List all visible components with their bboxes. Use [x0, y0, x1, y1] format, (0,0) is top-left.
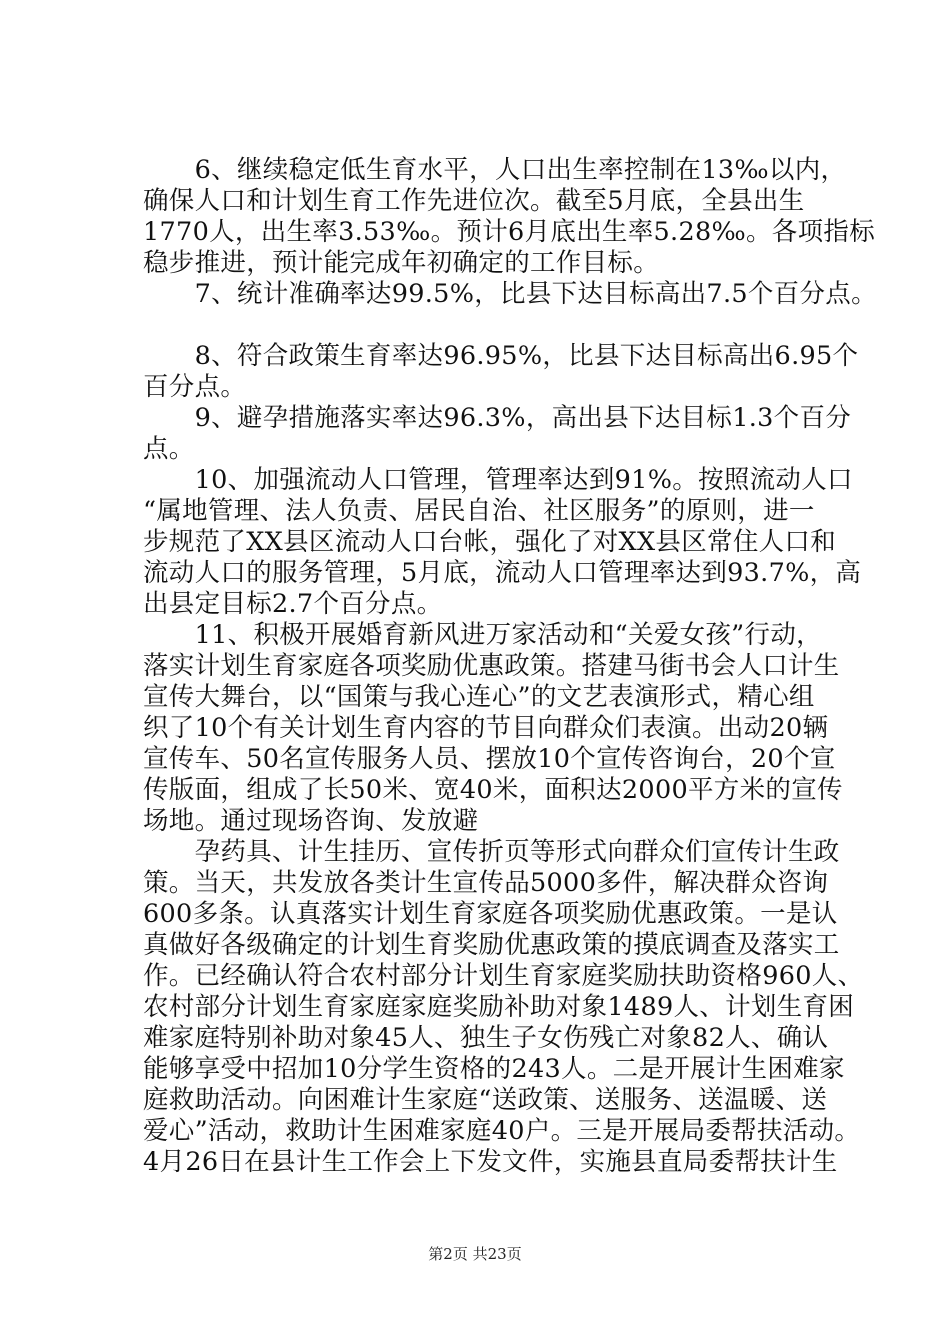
text-line: 步规范了XX县区流动人口台帐，强化了对XX县区常住人口和 — [143, 527, 837, 557]
text-line: 9、避孕措施落实率达96.3%，高出县下达目标1.3个百分 — [143, 403, 852, 433]
blank-line — [143, 310, 843, 341]
text-line: 8、符合政策生育率达96.95%，比县下达目标高出6.95个 — [143, 341, 859, 371]
text-line: 11、积极开展婚育新风进万家活动和“关爱女孩”行动， — [143, 620, 822, 650]
text-line: 确保人口和计划生育工作先进位次。截至5月底，全县出生 — [143, 186, 805, 216]
text-line: 点。 — [143, 434, 195, 464]
text-line: 落实计划生育家庭各项奖励优惠政策。搭建马街书会人口计生 — [143, 651, 840, 681]
text-line: 策。当天，共发放各类计生宣传品5000多件，解决群众咨询 — [143, 868, 829, 898]
text-line: 10、加强流动人口管理，管理率达到91%。按照流动人口 — [143, 465, 853, 495]
text-line: 爱心”活动，救助计生困难家庭40户。三是开展局委帮扶活动。 — [143, 1116, 861, 1146]
text-line: 传版面，组成了长50米、宽40米，面积达2000平方米的宣传 — [143, 775, 843, 805]
text-line: 庭救助活动。向困难计生家庭“送政策、送服务、送温暖、送 — [143, 1085, 828, 1115]
text-line: 农村部分计划生育家庭家庭奖励补助对象1489人、计划生育困 — [143, 992, 855, 1022]
text-line: 出县定目标2.7个百分点。 — [143, 589, 443, 619]
body-text — [143, 155, 877, 1178]
page-number-footer: 第2页 共23页 — [428, 1245, 522, 1263]
text-line: 宣传车、50名宣传服务人员、摆放10个宣传咨询台，20个宣 — [143, 744, 836, 774]
text-line: 600多条。认真落实计划生育家庭各项奖励优惠政策。一是认 — [143, 899, 838, 929]
text-line: 稳步推进，预计能完成年初确定的工作目标。 — [143, 248, 660, 278]
text-line: 难家庭特别补助对象45人、独生子女伤残亡对象82人、确认 — [143, 1023, 829, 1053]
text-line: 能够享受中招加10分学生资格的243人。二是开展计生困难家 — [143, 1054, 845, 1084]
text-line: 孕药具、计生挂历、宣传折页等形式向群众们宣传计生政 — [143, 837, 840, 867]
text-line: 流动人口的服务管理，5月底，流动人口管理率达到93.7%，高 — [143, 558, 862, 588]
text-line: 百分点。 — [143, 372, 247, 402]
text-line: “属地管理、法人负责、居民自治、社区服务”的原则，进一 — [143, 496, 815, 526]
text-line: 场地。通过现场咨询、发放避 — [143, 806, 479, 836]
text-line: 4月26日在县计生工作会上下发文件，实施县直局委帮扶计生 — [143, 1147, 838, 1177]
text-line: 真做好各级确定的计划生育奖励优惠政策的摸底调查及落实工 — [143, 930, 840, 960]
text-line: 1770人，出生率3.53‰。预计6月底出生率5.28‰。各项指标 — [143, 217, 876, 247]
text-line: 7、统计准确率达99.5%，比县下达目标高出7.5个百分点。 — [143, 279, 877, 309]
text-line: 作。已经确认符合农村部分计划生育家庭奖励扶助资格960人、 — [143, 961, 864, 991]
text-line: 宣传大舞台，以“国策与我心连心”的文艺表演形式，精心组 — [143, 682, 815, 712]
text-line: 6、继续稳定低生育水平，人口出生率控制在13‰以内， — [143, 155, 847, 185]
text-line: 织了10个有关计划生育内容的节目向群众们表演。出动20辆 — [143, 713, 829, 743]
